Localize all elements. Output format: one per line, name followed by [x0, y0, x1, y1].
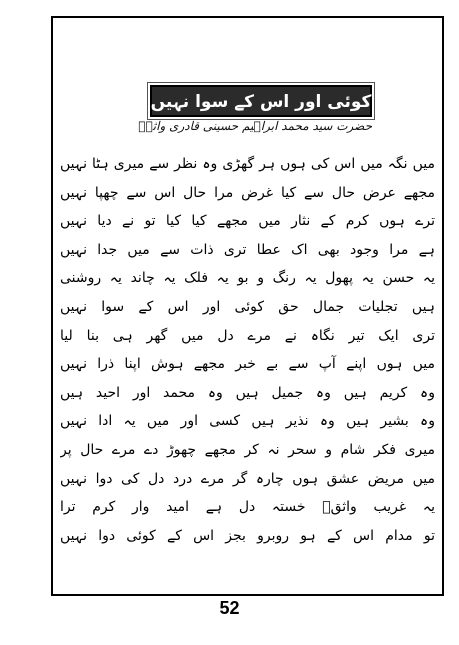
- verse-line: ہیں تجلیات جمال حق کوئی اور اس کے سوا نہیں: [60, 298, 435, 315]
- verse-line: ہے مرا وجود بھی اک عطا تری ذات سے میں جدا نہیں: [60, 241, 435, 258]
- verse-line: ترے ہوں کرم کے نثار میں مجھے کیا کیا تو نے دیا نہیں: [60, 213, 435, 230]
- verse-line: یہ غریب واثقؔ خستہ دل ہے امید وار کرم ترا: [60, 499, 435, 516]
- verse-line: میں ہوں اپنے آپ سے بے خبر مجھے ہوش اپنا ذرا نہیں: [60, 356, 435, 373]
- poem-title: کوئی اور اس کے سوا نہیں: [150, 91, 372, 112]
- page-number: 52: [219, 598, 240, 618]
- verse-line: میں مریض عشق ہوں چارہ گر مرے درد دل کی دوا نہیں: [60, 470, 435, 487]
- verse-line: تو مدام اس کے ہو روبرو بجز اس کے کوئی دوا نہیں: [60, 527, 435, 544]
- verse-line: میں نگہ میں اس کی ہوں ہر گھڑی وہ نظر سے میری ہٹا نہیں: [60, 156, 435, 172]
- poem-body: [60, 150, 435, 550]
- author-name: حضرت سید محمد ابراہیم حسینی قادری واثقؔ: [138, 119, 372, 133]
- verse-line: تری ایک تیر نگاہ نے مرے دل میں گھر ہی بنا لیا: [60, 327, 435, 344]
- title-banner: [150, 85, 372, 117]
- verse-line: میری فکر شام و سحر نہ کر مجھے چھوڑ دے مرے حال پر: [60, 441, 435, 458]
- verse-line: وہ کریم ہیں وہ جمیل ہیں وہ محمد اور احید ہیں: [60, 384, 435, 401]
- verse-line: مجھے عرض حال سے کیا غرض مرا حال اس سے چھپا نہیں: [60, 184, 435, 201]
- verse-line: یہ حسن یہ پھول یہ رنگ و بو یہ فلک یہ چاند یہ روشنی: [60, 270, 435, 287]
- verse-line: وہ بشیر ہیں وہ نذیر ہیں کسی اور میں یہ ادا نہیں: [60, 413, 435, 430]
